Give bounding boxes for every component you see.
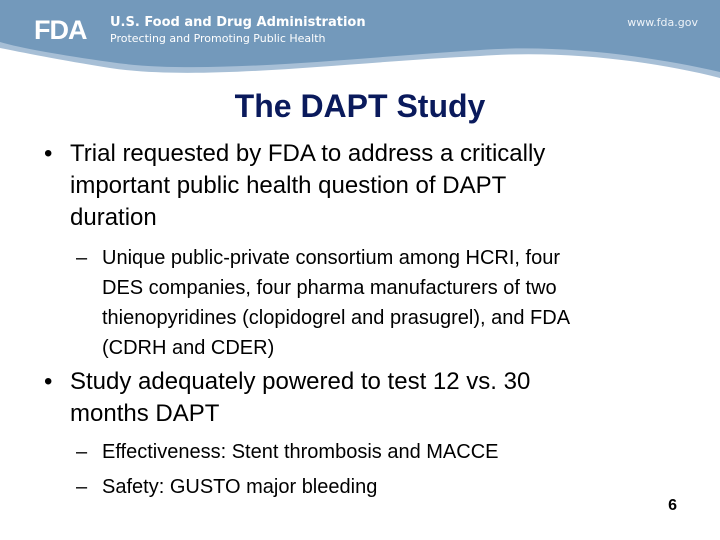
bullet-line: Trial requested by FDA to address a critically xyxy=(70,140,546,167)
sub-bullet-line: (CDRH and CDER) xyxy=(102,337,275,359)
bullet-line: Study adequately powered to test 12 vs. 30 xyxy=(70,368,531,395)
header-wave-banner xyxy=(0,0,720,90)
sub-bullet-line: thienopyridines (clopidogrel and prasugrel), and FDA xyxy=(102,307,571,329)
bullet-1 xyxy=(44,138,545,234)
dash-glyph: – xyxy=(76,476,88,498)
sub-bullet-line: Effectiveness: Stent thrombosis and MACCE xyxy=(102,441,499,463)
agency-name: U.S. Food and Drug Administration xyxy=(110,15,366,30)
bullet-glyph: • xyxy=(44,140,53,167)
page-number: 6 xyxy=(668,497,677,514)
sub-bullet-2-1 xyxy=(76,437,498,467)
website-url: www.fda.gov xyxy=(627,16,698,29)
sub-bullet-1-1 xyxy=(76,243,570,363)
bullet-line: duration xyxy=(70,204,157,231)
fda-logo: FDA xyxy=(34,15,87,45)
sub-bullet-line: Safety: GUSTO major bleeding xyxy=(102,476,378,498)
bullet-line: months DAPT xyxy=(70,400,220,427)
dash-glyph: – xyxy=(76,247,88,269)
sub-bullet-line: Unique public-private consortium among HCRI, four xyxy=(102,247,560,269)
bullet-2 xyxy=(44,366,530,430)
dash-glyph: – xyxy=(76,441,88,463)
slide-header xyxy=(0,0,720,90)
agency-tagline: Protecting and Promoting Public Health xyxy=(110,32,326,45)
bullet-line: important public health question of DAPT xyxy=(70,172,507,199)
sub-bullet-2-2 xyxy=(76,472,377,502)
bullet-glyph: • xyxy=(44,368,53,395)
sub-bullet-line: DES companies, four pharma manufacturers of two xyxy=(102,277,557,299)
slide-title: The DAPT Study xyxy=(234,88,486,124)
